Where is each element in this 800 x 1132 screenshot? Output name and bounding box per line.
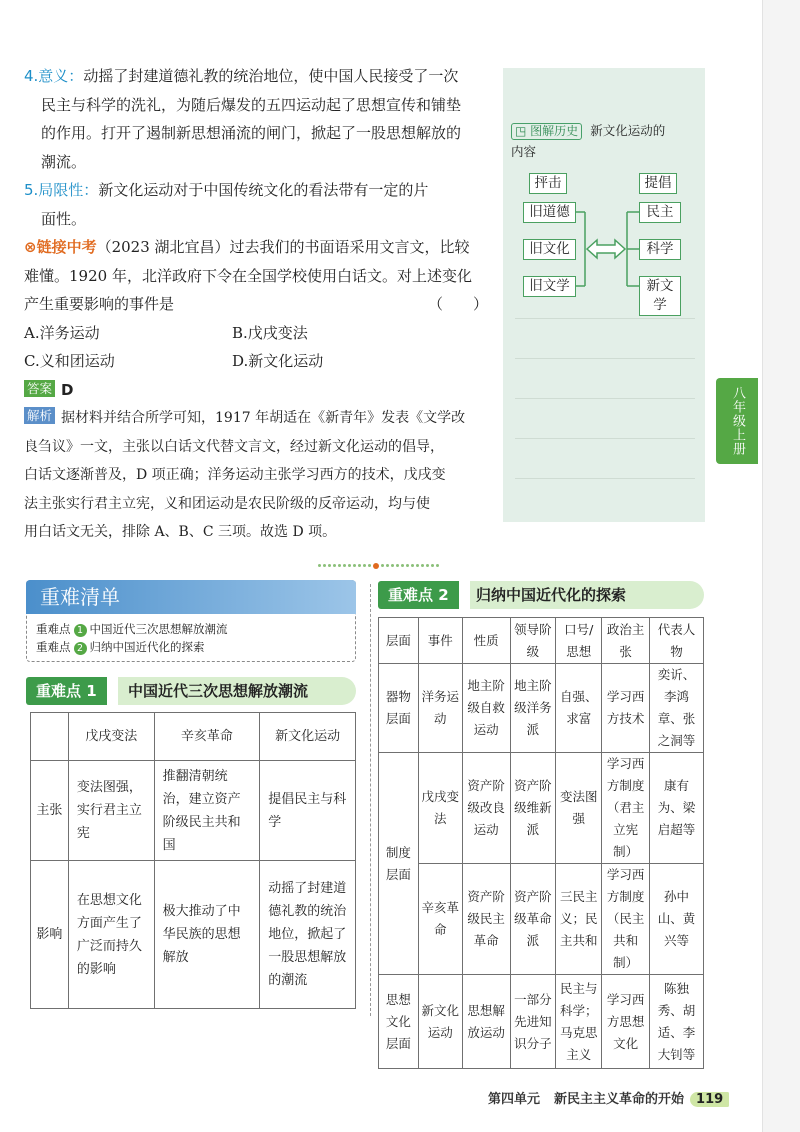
table-cell: 学习西方技术 [602,664,650,753]
footer-title: 新民主主义革命的开始 [554,1092,685,1107]
key-points-list [36,620,228,656]
column-header [31,713,69,761]
table-row [379,864,704,975]
column-header: 层面 [379,618,419,664]
table-header-row [31,713,356,761]
table-cell: 地主阶级洋务派 [510,664,556,753]
footer-unit: 第四单元 [488,1092,541,1107]
column-header: 领导阶级 [510,618,556,664]
column-header: 戊戌变法 [68,713,154,761]
section2-header [378,581,704,609]
number-badge: 2 [74,642,87,655]
dotted-divider [318,555,444,561]
diagram-left-head: 抨击 [529,173,567,194]
diagram-panel [503,68,705,522]
table-row [31,861,356,1009]
table-cell: 推翻清朝统治，建立资产阶级民主共和国 [154,761,260,861]
table-cell: 提倡民主与科学 [260,761,356,861]
diagram-badge-icon: ◳ [515,124,527,138]
answer-line [24,376,502,405]
page-number: 119 [690,1092,729,1107]
table-cell: 自强、求富 [556,664,602,753]
column-header: 辛亥革命 [154,713,260,761]
table-cell: 极大推动了中华民族的思想解放 [154,861,260,1009]
column-header: 事件 [418,618,462,664]
diagram-right-item: 民主 [639,202,681,223]
grade-side-tab: 八年级上册 [716,378,758,464]
option-d: D.新文化运动 [232,352,324,370]
diagram-right-item: 新文学 [639,276,681,316]
table-thought-liberation [30,712,356,1009]
column-header: 性质 [462,618,510,664]
column-header: 政治主张 [602,618,650,664]
table-cell: 新文化运动 [418,975,462,1069]
page-edge [762,0,800,1132]
table-cell: 陈独秀、胡适、李大钊等 [650,975,704,1069]
row-header: 主张 [31,761,69,861]
table-cell: 洋务运动 [418,664,462,753]
item5-line2: 面性。 [41,209,87,228]
diagram-left-item: 旧文学 [523,276,576,297]
table-header-row [379,618,704,664]
faint-rule [515,478,695,479]
link-line1: ⊗链接中考（2023 湖北宜昌）过去我们的书面语采用文言文，比较 [24,238,470,256]
table-cell: 动摇了封建道德礼教的统治地位，掀起了一股思想解放的潮流 [260,861,356,1009]
option-b: B.戊戌变法 [232,323,308,342]
faint-rule [515,438,695,439]
key-points-title: 重难清单 [26,580,356,614]
table-cell: 地主阶级自救运动 [462,664,510,753]
item4-line4: 潮流。 [41,152,87,171]
table-cell: 奕䜣、李鸿章、张之洞等 [650,664,704,753]
table-cell: 变法图强，实行君主立宪 [68,761,154,861]
diagram-badge: ◳ 图解历史 [511,123,582,140]
table-row [379,664,704,753]
table-row [379,753,704,864]
table-cell: 资产阶级维新派 [510,753,556,864]
section1-title: 中国近代三次思想解放潮流 [128,682,309,700]
section2-title: 归纳中国近代化的探索 [476,586,627,604]
table-cell: 三民主义；民主共和 [556,864,602,975]
item4-line2: 民主与科学的洗礼，为随后爆发的五四运动起了思想宣传和铺垫 [41,95,462,114]
page-footer [488,1088,729,1107]
option-a: A.洋务运动 [24,323,100,342]
table-cell: 资产阶级革命派 [510,864,556,975]
diagram-title: ◳ 图解历史 新文化运动的 内容 [511,123,666,159]
diagram-left-item: 旧道德 [523,202,576,223]
link-head: 链接中考 [36,238,97,256]
analysis-badge: 解析 [24,407,55,424]
top-text-block [24,62,502,547]
answer-paren: （ ） [427,295,488,313]
number-badge: 1 [74,624,87,637]
table-cell: 民主与科学；马克思主义 [556,975,602,1069]
answer-badge: 答案 [24,380,55,397]
column-header: 新文化运动 [260,713,356,761]
answer-value: D [61,380,74,399]
section1-header [26,677,356,705]
diagram-right-item: 科学 [639,239,681,260]
faint-rule [515,318,695,319]
faint-rule [515,358,695,359]
diagram-right-head: 提倡 [639,173,677,194]
diagram-left-item: 旧文化 [523,239,576,260]
table-cell: 思想解放运动 [462,975,510,1069]
double-arrow-icon [587,240,625,258]
column-header: 代表人物 [650,618,704,664]
item4-line1: 4.意义：动摇了封建道德礼教的统治地位，使中国人民接受了一次 [24,67,459,85]
column-divider [370,584,371,1016]
link-icon: ⊗ [24,238,37,256]
table-cell: 辛亥革命 [418,864,462,975]
option-c: C.义和团运动 [24,352,115,370]
table-cell: 变法图强 [556,753,602,864]
analysis-line1: 解析 据材料并结合所学可知，1917 年胡适在《新青年》发表《文学改 [24,404,502,433]
analysis-line2: 良刍议》一文，主张以白话文代替文言文，经过新文化运动的倡导， [24,438,444,455]
table-cell: 戊戌变法 [418,753,462,864]
table-row [31,761,356,861]
link-line2: 难懂。1920 年，北洋政府下令在全国学校使用白话文。对上述变化 [24,266,472,285]
level-cell: 制度层面 [379,753,419,975]
table-cell: 学习西方制度（君主立宪制） [602,753,650,864]
table-modernization [378,617,704,1069]
level-cell: 器物层面 [379,664,419,753]
table-cell: 资产阶级民主革命 [462,864,510,975]
table-cell: 学习西方思想文化 [602,975,650,1069]
table-cell: 在思想文化方面产生了广泛而持久的影响 [68,861,154,1009]
analysis-line3: 白话文逐渐普及，D 项正确；洋务运动主张学习西方的技术，戊戌变 [24,467,446,483]
row-header: 影响 [31,861,69,1009]
list-item: 重难点 1 中国近代三次思想解放潮流 [36,622,228,636]
section1-tag: 重难点 1 [26,677,107,705]
item5-line1: 5.局限性：新文化运动对于中国传统文化的看法带有一定的片 [24,181,429,199]
analysis-line5: 用白话文无关，排除 A、B、C 三项。故选 D 项。 [24,524,337,540]
options-grid [24,319,502,376]
table-cell: 一部分先进知识分子 [510,975,556,1069]
column-header: 口号/思想 [556,618,602,664]
link-line3: 产生重要影响的事件是 （ ） [24,290,502,319]
analysis-block [24,404,502,547]
table-cell: 康有为、梁启超等 [650,753,704,864]
table-cell: 学习西方制度（民主共和制） [602,864,650,975]
table-cell: 孙中山、黄兴等 [650,864,704,975]
faint-rule [515,398,695,399]
table-row [379,975,704,1069]
item4-line3: 的作用。打开了遏制新思想涌流的闸门，掀起了一股思想解放的 [41,124,462,142]
list-item: 重难点 2 归纳中国近代化的探索 [36,640,205,654]
table-cell: 资产阶级改良运动 [462,753,510,864]
level-cell: 思想文化层面 [379,975,419,1069]
section2-tag: 重难点 2 [378,581,459,609]
analysis-line4: 法主张实行君主立宪，义和团运动是农民阶级的反帝运动，均与使 [24,495,430,512]
